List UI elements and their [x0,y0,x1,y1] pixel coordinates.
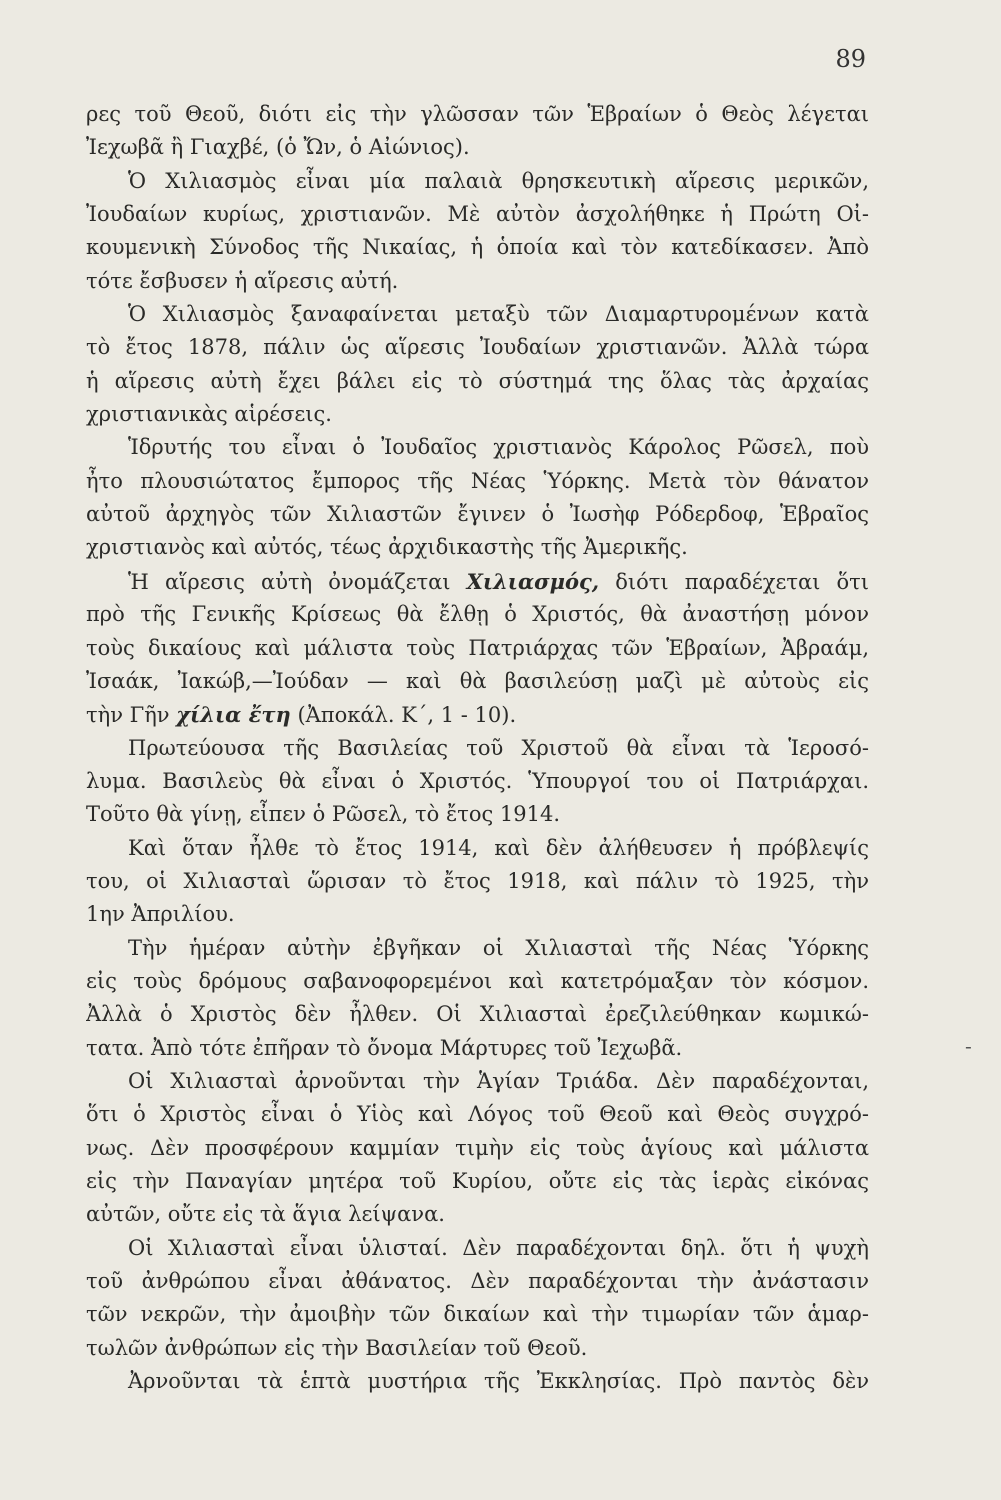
text-line: κουμενικὴ Σύνοδος τῆς Νικαίας, ἡ ὁποία καὶ τὸν κατεδίκασεν. Ἀπὸ [86,235,869,260]
text-line: τῶν νεκρῶν, τὴν ἀμοιβὴν τῶν δικαίων καὶ τὴν τιμωρίαν τῶν ἁμαρ- [86,1302,869,1327]
text-line: εἰς τὴν Παναγίαν μητέρα τοῦ Κυρίου, οὔτε εἰς τὰς ἱερὰς εἰκόνας [86,1169,869,1193]
text-line: Οἱ Χιλιασταὶ εἶναι ὑλισταί. Δὲν παραδέχονται δηλ. ὅτι ἡ ψυχὴ [128,1235,869,1260]
text-line: Πρωτεύουσα τῆς Βασιλείας τοῦ Χριστοῦ θὰ εἶναι τὰ Ἱεροσό- [128,735,869,760]
text-line: τὸ ἔτος 1878, πάλιν ὡς αἵρεσις Ἰουδαίων χριστιανῶν. Ἀλλὰ τώρα [86,335,869,360]
text-line: τοὺς δικαίους καὶ μάλιστα τοὺς Πατριάρχας τῶν Ἑβραίων, Ἀβραάμ, [86,635,869,660]
text-line: εἰς τοὺς δρόμους σαβανοφορεμένοι καὶ κατετρόμαξαν τὸν κόσμον. [86,968,869,993]
text-line: Τοῦτο θὰ γίνῃ, εἶπεν ὁ Ρῶσελ, τὸ ἔτος 1914. [86,802,561,827]
text-line: ὅτι ὁ Χριστὸς εἶναι ὁ Υἱὸς καὶ Λόγος τοῦ Θεοῦ καὶ Θεὸς συγχρό- [86,1102,869,1127]
text-line: ἡ αἵρεσις αὐτὴ ἔχει βάλει εἰς τὸ σύστημά της ὅλας τὰς ἀρχαίας [86,368,869,393]
text-line: Ἀλλὰ ὁ Χριστὸς δὲν ἦλθεν. Οἱ Χιλιασταὶ ἐρεζιλεύθηκαν κωμικώ- [86,1002,869,1027]
text-line [86,565,869,598]
text-line: Ἰουδαίων κυρίως, χριστιανῶν. Μὲ αὐτὸν ἀσχολήθηκε ἡ Πρώτη Οἰ- [86,202,869,227]
text-line: του, οἱ Χιλιασταὶ ὥρισαν τὸ ἔτος 1918, καὶ πάλιν τὸ 1925, τὴν [86,868,869,893]
text-line: πρὸ τῆς Γενικῆς Κρίσεως θὰ ἔλθῃ ὁ Χριστός, θὰ ἀναστήσῃ μόνον [86,602,869,627]
margin-dash-mark: - [965,1034,972,1058]
text-line: 1ην Ἀπριλίου. [86,902,235,927]
text-line: Ἀρνοῦνται τὰ ἑπτὰ μυστήρια τῆς Ἐκκλησίας. Πρὸ παντὸς δὲν [128,1369,869,1394]
line-text: διότι παραδέχεται ὅτι [615,569,869,594]
text-line: ἦτο πλουσιώτατος ἔμπορος τῆς Νέας Ὑόρκης. Μετὰ τὸν θάνατον [86,468,869,493]
text-line: χριστιανὸς καὶ αὐτός, τέως ἀρχιδικαστὴς τῆς Ἀμερικῆς. [86,535,688,560]
emphasized-term: Χιλιασμός, [466,568,600,594]
text-line: τότε ἔσβυσεν ἡ αἵρεσις αὐτή. [86,268,399,293]
emphasized-term: χίλια ἔτη [176,702,291,728]
text-line: αὐτῶν, οὔτε εἰς τὰ ἅγια λείψανα. [86,1202,445,1227]
text-line: τατα. Ἀπὸ τότε ἐπῆραν τὸ ὄνομα Μάρτυρες τοῦ Ἰεχωβᾶ. [86,1035,683,1060]
text-line: Οἱ Χιλιασταὶ ἀρνοῦνται τὴν Ἁγίαν Τριάδα. Δὲν παραδέχονται, [128,1068,869,1093]
text-line: τωλῶν ἀνθρώπων εἰς τὴν Βασιλείαν τοῦ Θεοῦ. [86,1335,588,1360]
text-line: λυμα. Βασιλεὺς θὰ εἶναι ὁ Χριστός. Ὑπουργοί του οἱ Πατριάρχαι. [86,768,869,793]
text-line [86,698,869,731]
line-text: Ἡ αἵρεσις αὐτὴ ὀνομάζεται [128,569,451,594]
text-line: Καὶ ὅταν ἦλθε τὸ ἔτος 1914, καὶ δὲν ἀλήθευσεν ἡ πρόβλεψίς [128,835,869,860]
text-line: Ἰσαάκ, Ἰακώβ,—Ἰούδαν — καὶ θὰ βασιλεύσῃ μαζὶ μὲ αὐτοὺς εἰς [86,668,869,693]
text-line: Ἰεχωβᾶ ἢ Γιαχβέ, (ὁ Ὤν, ὁ Αἰώνιος). [86,135,470,160]
text-line: τοῦ ἀνθρώπου εἶναι ἀθάνατος. Δὲν παραδέχονται τὴν ἀνάστασιν [86,1269,869,1294]
text-line: Τὴν ἡμέραν αὐτὴν ἐβγῆκαν οἱ Χιλιασταὶ τῆς Νέας Ὑόρκης [128,935,869,960]
line-text: τὴν Γῆν [86,703,170,728]
page-number: 89 [835,45,866,73]
body-text [86,98,869,1398]
text-line: νως. Δὲν προσφέρουν καμμίαν τιμὴν εἰς τοὺς ἁγίους καὶ μάλιστα [86,1135,869,1160]
text-line: Ἱδρυτής του εἶναι ὁ Ἰουδαῖος χριστιανὸς Κάρολος Ρῶσελ, ποὺ [128,435,869,460]
text-line: χριστιανικὰς αἱρέσεις. [86,402,332,427]
text-line: ρες τοῦ Θεοῦ, διότι εἰς τὴν γλῶσσαν τῶν Ἑβραίων ὁ Θεὸς λέγεται [86,102,869,126]
text-line: Ὁ Χιλιασμὸς εἶναι μία παλαιὰ θρησκευτικὴ αἵρεσις μερικῶν, [128,168,869,193]
text-line: αὐτοῦ ἀρχηγὸς τῶν Χιλιαστῶν ἔγινεν ὁ Ἰωσὴφ Ρόδερδοφ, Ἑβραῖος [86,502,869,527]
text-line: Ὁ Χιλιασμὸς ξαναφαίνεται μεταξὺ τῶν Διαμαρτυρομένων κατὰ [128,302,869,327]
line-text: (Ἀποκάλ. Κ΄, 1 - 10). [297,703,517,728]
